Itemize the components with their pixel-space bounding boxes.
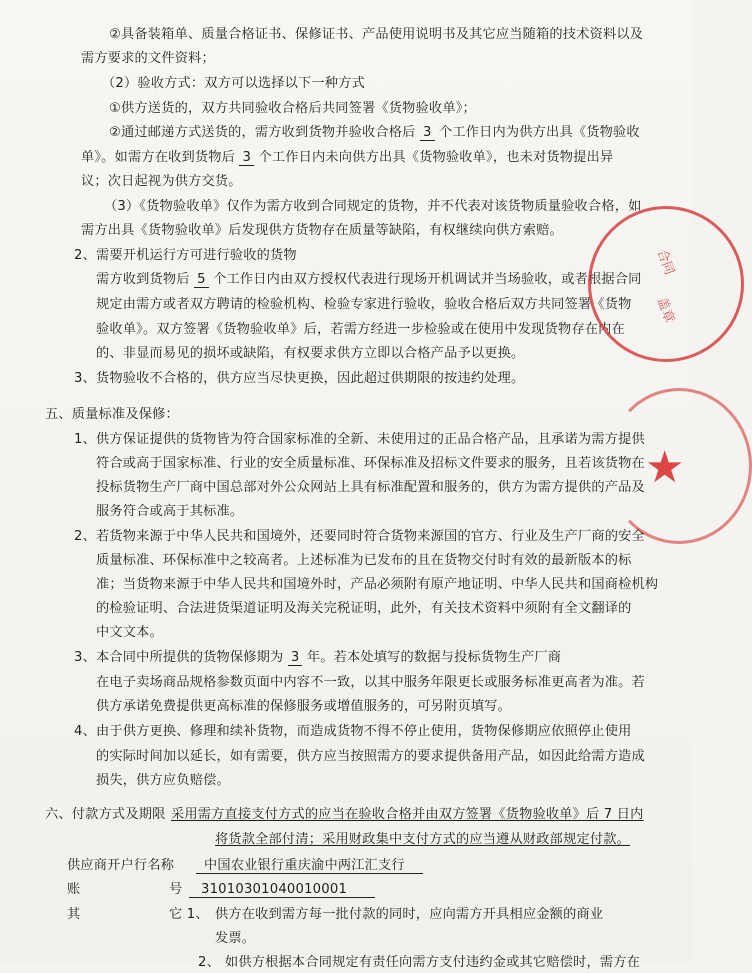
days-value: 3 [239, 150, 254, 166]
clause-text: 如供方根据本合同规定有责任向需方支付违约金或其它赔偿时，需方在 [225, 955, 641, 970]
clause-text: 的、非显而易见的损坏或缺陷，有权要求供方立即以合格产品予以更换。 [96, 346, 525, 361]
clause-text: 准；当货物来源于中华人民共和国境外时，产品必须附有原产地证明、中华人民共和国商检机构 [96, 577, 659, 592]
clause-text: 发票。 [215, 931, 256, 946]
bank-name-label: 供应商开户行名称 [67, 858, 175, 873]
clause-text: 个工作日内为供方出具《货物验收 [438, 125, 640, 140]
clause-text: 2、若货物来源于中华人民共和国境外，还要同时符合货物来源国的官方、行业及生产厂商的安全 [74, 529, 645, 544]
section-heading: 五、质量标准及保修： [45, 407, 179, 422]
days-value: 5 [194, 272, 209, 288]
clause-text: 服务符合或高于其标准。 [96, 504, 244, 519]
seal-star-icon: ★ [645, 442, 685, 493]
clause-text: 在电子卖场商品规格参数页面中内容不一致，以其中服务年限更长或服务标准更高者为准。若 [96, 675, 645, 690]
clause-text: 规定由需方或者双方聘请的检验机构、检验专家进行验收，验收合格后双方共同签署《货物 [96, 297, 632, 312]
clause-text: 个工作日内未向供方出具《货物验收单》，也未对货物提出异 [258, 150, 614, 165]
account-number [189, 880, 375, 900]
clause-text: （3）《货物验收单》仅作为需方收到合同规定的货物，并不代表对该货物质量验收合格，如 [104, 199, 642, 214]
clause-text: 个工作日内由双方授权代表进行现场开机调试并当场验收，或者根据合同 [213, 272, 642, 287]
clause-text: 投标货物生产厂商中国总部对外公众网站上具有标准配置和服务的，供方为需方提供的产品及 [96, 480, 645, 495]
clause-text: 3、货物验收不合格的，供方应当尽快更换，因此超过供期限的按违约处理。 [74, 371, 525, 386]
clause-text: 需方收到货物后 [96, 272, 190, 287]
clause-text: 年。若本处填写的数据与投标货物生产厂商 [306, 650, 562, 665]
clause-text [74, 648, 561, 668]
clause-text [81, 148, 613, 168]
account-label: 号 [169, 882, 183, 897]
clause-text: 需方出具《货物验收单》后发现供方货物存在质量等缺陷，有权继续向供方索赔。 [81, 223, 563, 238]
clause-text: ②通过邮递方式送货的，需方收到货物并验收合格后 [109, 125, 416, 140]
clause-text [109, 123, 640, 143]
bank-name-value [196, 856, 423, 876]
clause-text: 的检验证明、合法进货渠道证明及海关完税证明，此外，有关技术资料中须附有全文翻译的 [96, 601, 632, 616]
clause-text: ①供方送货的，双方共同验收合格后共同签署《货物验收单》； [109, 101, 476, 116]
clause-text: 4、由于供方更换、修理和续补货物，而造成货物不得不停止使用，货物保修期应依照停止使用 [74, 724, 632, 739]
clause-text: （2）验收方式：双方可以选择以下一种方式 [102, 76, 365, 91]
clause-text: ②具备装箱单、质量合格证书、保修证书、产品使用说明书及其它应当随箱的技术资料以及 [109, 27, 644, 42]
clause-text: 损失，供方应负赔偿。 [96, 773, 230, 788]
clause-text: 的实际时间加以延长，如有需要，供方应当按照需方的要求提供备用产品，如因此给需方造成 [96, 749, 645, 764]
clause-text: 验收单》。双方签署《货物验收单》后，若需方经进一步检验或在使用中发现货物存在内在 [96, 322, 625, 337]
clause-text: 2、需要开机运行方可进行验收的货物 [74, 248, 297, 263]
warranty-years-value: 3 [288, 650, 303, 666]
clause-text: 中文文本。 [96, 625, 163, 640]
section-heading: 六、付款方式及期限 [45, 807, 166, 822]
clause-text [96, 270, 642, 290]
bank-name-text: 中国农业银行重庆渝中两江汇支行 [196, 858, 423, 874]
payment-terms: 将货款全部付清；采用财政集中支付方式的应当遵从财政部规定付款。 [215, 832, 631, 847]
clause-number: 2、 [198, 955, 220, 970]
seal-text: 合同 [653, 247, 677, 277]
account-number-text: 31010301040010001 [189, 882, 375, 898]
clause-text: 1、供方保证提供的货物皆为符合国家标准的全新、未使用过的正品合格产品，且承诺为需方提供 [74, 432, 645, 447]
seal-text: 盖章 [653, 295, 677, 325]
other-label: 它 1、 [169, 907, 209, 922]
other-label: 其 [67, 907, 81, 922]
clause-text: 质量标准、环保标准中之较高者。上述标准为已发布的且在货物交付时有效的最新版本的标 [96, 553, 632, 568]
clause-text: 符合或高于国家标准、行业的安全质量标准、环保标准及招标文件要求的服务，且若该货物在 [96, 456, 645, 471]
clause-text: 3、本合同中所提供的货物保修期为 [74, 650, 284, 665]
days-value: 3 [420, 125, 435, 141]
payment-terms: 采用需方直接支付方式的应当在验收合格并由双方签署《货物验收单》后 7 日内 [171, 807, 644, 822]
clause-text: 供方在收到需方每一批付款的同时，应向需方开具相应金额的商业 [215, 907, 604, 922]
clause-text: 供方承诺免费提供更高标准的保修服务或增值服务的，可另附页填写。 [96, 699, 512, 714]
clause-text: 议；次日起视为供方交货。 [81, 174, 242, 189]
clause-text: 需方要求的文件资料； [81, 51, 215, 66]
clause-text: 单》。如需方在收到货物后 [81, 150, 236, 165]
contract-seal [588, 206, 744, 362]
account-label: 账 [67, 882, 81, 897]
